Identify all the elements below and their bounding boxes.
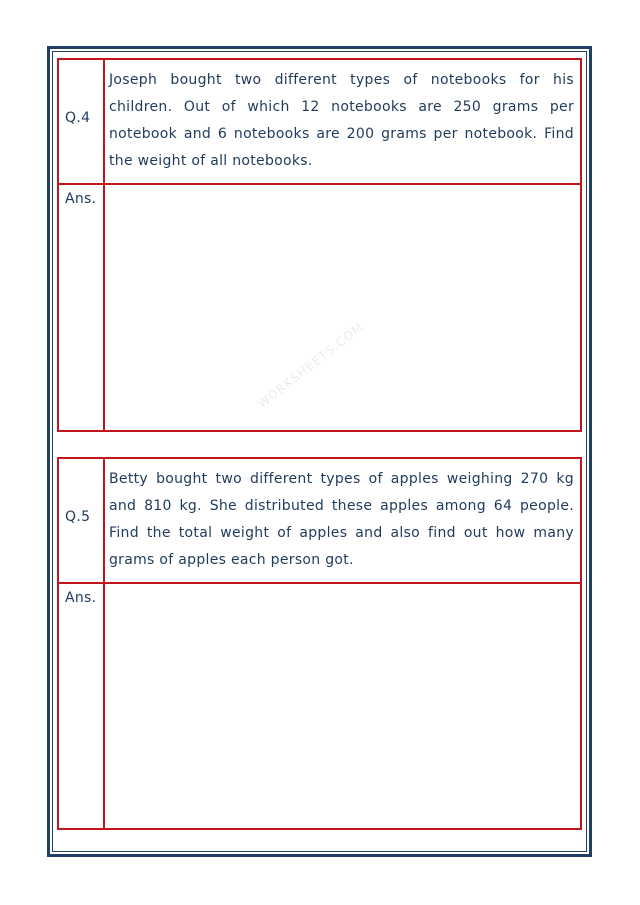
answer-4-row [59, 183, 580, 430]
question-5-number: Q.5 [65, 509, 91, 525]
question-4-text: Joseph bought two different types of notebooks for his children. Out of which 12 notebooks are 250 grams per notebook and 6 notebooks are 200 grams per notebook. Find the weight of all notebooks. [109, 72, 574, 169]
answer-5-area[interactable] [105, 584, 580, 828]
question-4-block [57, 58, 582, 432]
answer-5-label: Ans. [65, 590, 97, 606]
answer-4-area[interactable] [105, 185, 580, 430]
question-5-row [59, 459, 580, 582]
question-5-text: Betty bought two different types of apples weighing 270 kg and 810 kg. She distributed these apples among 64 people. Find the total weight of apples and also find out how many grams of apples each person got. [109, 471, 574, 568]
answer-5-row [59, 582, 580, 828]
question-5-block [57, 457, 582, 830]
question-4-number: Q.4 [65, 110, 91, 126]
answer-4-label: Ans. [65, 191, 97, 207]
question-4-row [59, 60, 580, 183]
watermark: WORKSHEETS.COM [255, 319, 367, 412]
